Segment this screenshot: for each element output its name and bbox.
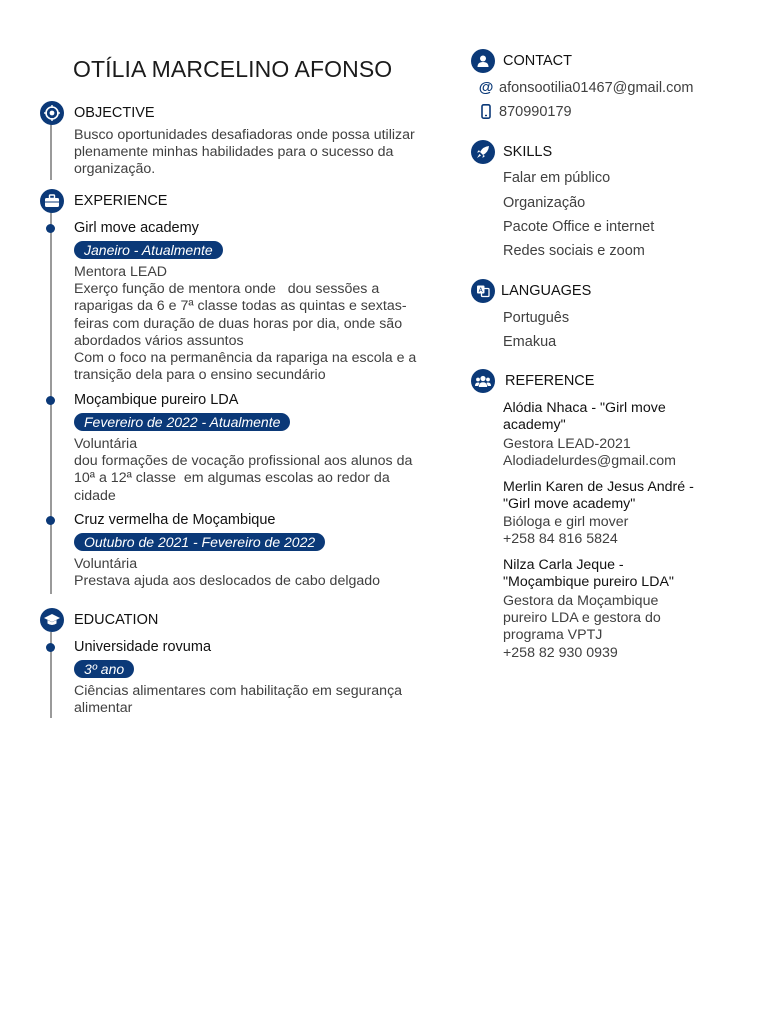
skill-item: Redes sociais e zoom <box>503 243 645 259</box>
skill-item: Pacote Office e internet <box>503 219 655 235</box>
svg-text:A: A <box>478 287 483 294</box>
contact-email[interactable]: afonsootilia01467@gmail.com <box>499 80 694 96</box>
timeline-dot <box>46 643 55 652</box>
experience-company: Girl move academy <box>74 220 199 236</box>
experience-title: EXPERIENCE <box>74 193 168 209</box>
phone-icon <box>479 103 493 119</box>
objective-timeline <box>50 124 52 180</box>
contact-phone[interactable]: 870990179 <box>499 104 572 120</box>
experience-description: Mentora LEAD Exerço função de mentora onde dou sessões a raparigas da 6 e 7ª classe todas as quintas e sextas- feiras com duração de duas horas por dia, onde são abordados vários assuntos Com o foco na permanência da rapariga na escola e a transição dela para o ensino secundário <box>74 264 417 384</box>
graduation-cap-icon <box>40 608 64 632</box>
education-description: Ciências alimentares com habilitação em segurança alimentar <box>74 683 403 717</box>
person-icon <box>471 49 495 73</box>
experience-period-badge: Fevereiro de 2022 - Atualmente <box>74 413 290 431</box>
experience-description: Voluntária Prestava ajuda aos deslocados de cabo delgado <box>74 556 381 590</box>
translate-icon <box>471 279 495 303</box>
reference-name: Nilza Carla Jeque - "Moçambique pureiro LDA" <box>503 557 674 591</box>
candidate-name: OTÍLIA MARCELINO AFONSO <box>73 56 393 82</box>
experience-description: Voluntária dou formações de vocação profissional aos alunos da 10ª a 12ª classe em algumas escolas ao redor da cidade <box>74 436 413 504</box>
education-period-badge: 3º ano <box>74 660 134 678</box>
education-title: EDUCATION <box>74 612 159 628</box>
reference-details: Gestora da Moçambique pureiro LDA e gestora do programa VPTJ +258 82 930 0939 <box>503 593 661 661</box>
experience-period-badge: Janeiro - Atualmente <box>74 241 223 259</box>
reference-name: Merlin Karen de Jesus André - "Girl move academy" <box>503 479 694 513</box>
skill-item: Organização <box>503 195 586 211</box>
experience-company: Moçambique pureiro LDA <box>74 392 239 408</box>
objective-text: Busco oportunidades desafiadoras onde possa utilizar plenamente minhas habilidades para o sucesso da organização. <box>74 127 415 178</box>
rocket-icon <box>471 140 495 164</box>
timeline-dot <box>46 396 55 405</box>
skills-title: SKILLS <box>503 144 553 160</box>
target-icon <box>40 101 64 125</box>
reference-title: REFERENCE <box>505 373 595 389</box>
experience-period-badge: Outubro de 2021 - Fevereiro de 2022 <box>74 533 325 551</box>
timeline-dot <box>46 516 55 525</box>
skill-item: Falar em público <box>503 170 611 186</box>
objective-title: OBJECTIVE <box>74 105 155 121</box>
reference-name: Alódia Nhaca - "Girl move academy" <box>503 400 666 434</box>
contact-title: CONTACT <box>503 53 573 69</box>
reference-details: Gestora LEAD-2021 Alodiadelurdes@gmail.com <box>503 436 676 470</box>
education-school: Universidade rovuma <box>74 639 212 655</box>
reference-details: Bióloga e girl mover +258 84 816 5824 <box>503 514 629 548</box>
at-icon: @ <box>478 78 494 96</box>
group-icon <box>471 369 495 393</box>
language-item: Emakua <box>503 334 557 350</box>
languages-title: LANGUAGES <box>501 283 592 299</box>
timeline-dot <box>46 224 55 233</box>
briefcase-icon <box>40 189 64 213</box>
language-item: Português <box>503 310 570 326</box>
experience-company: Cruz vermelha de Moçambique <box>74 512 276 528</box>
